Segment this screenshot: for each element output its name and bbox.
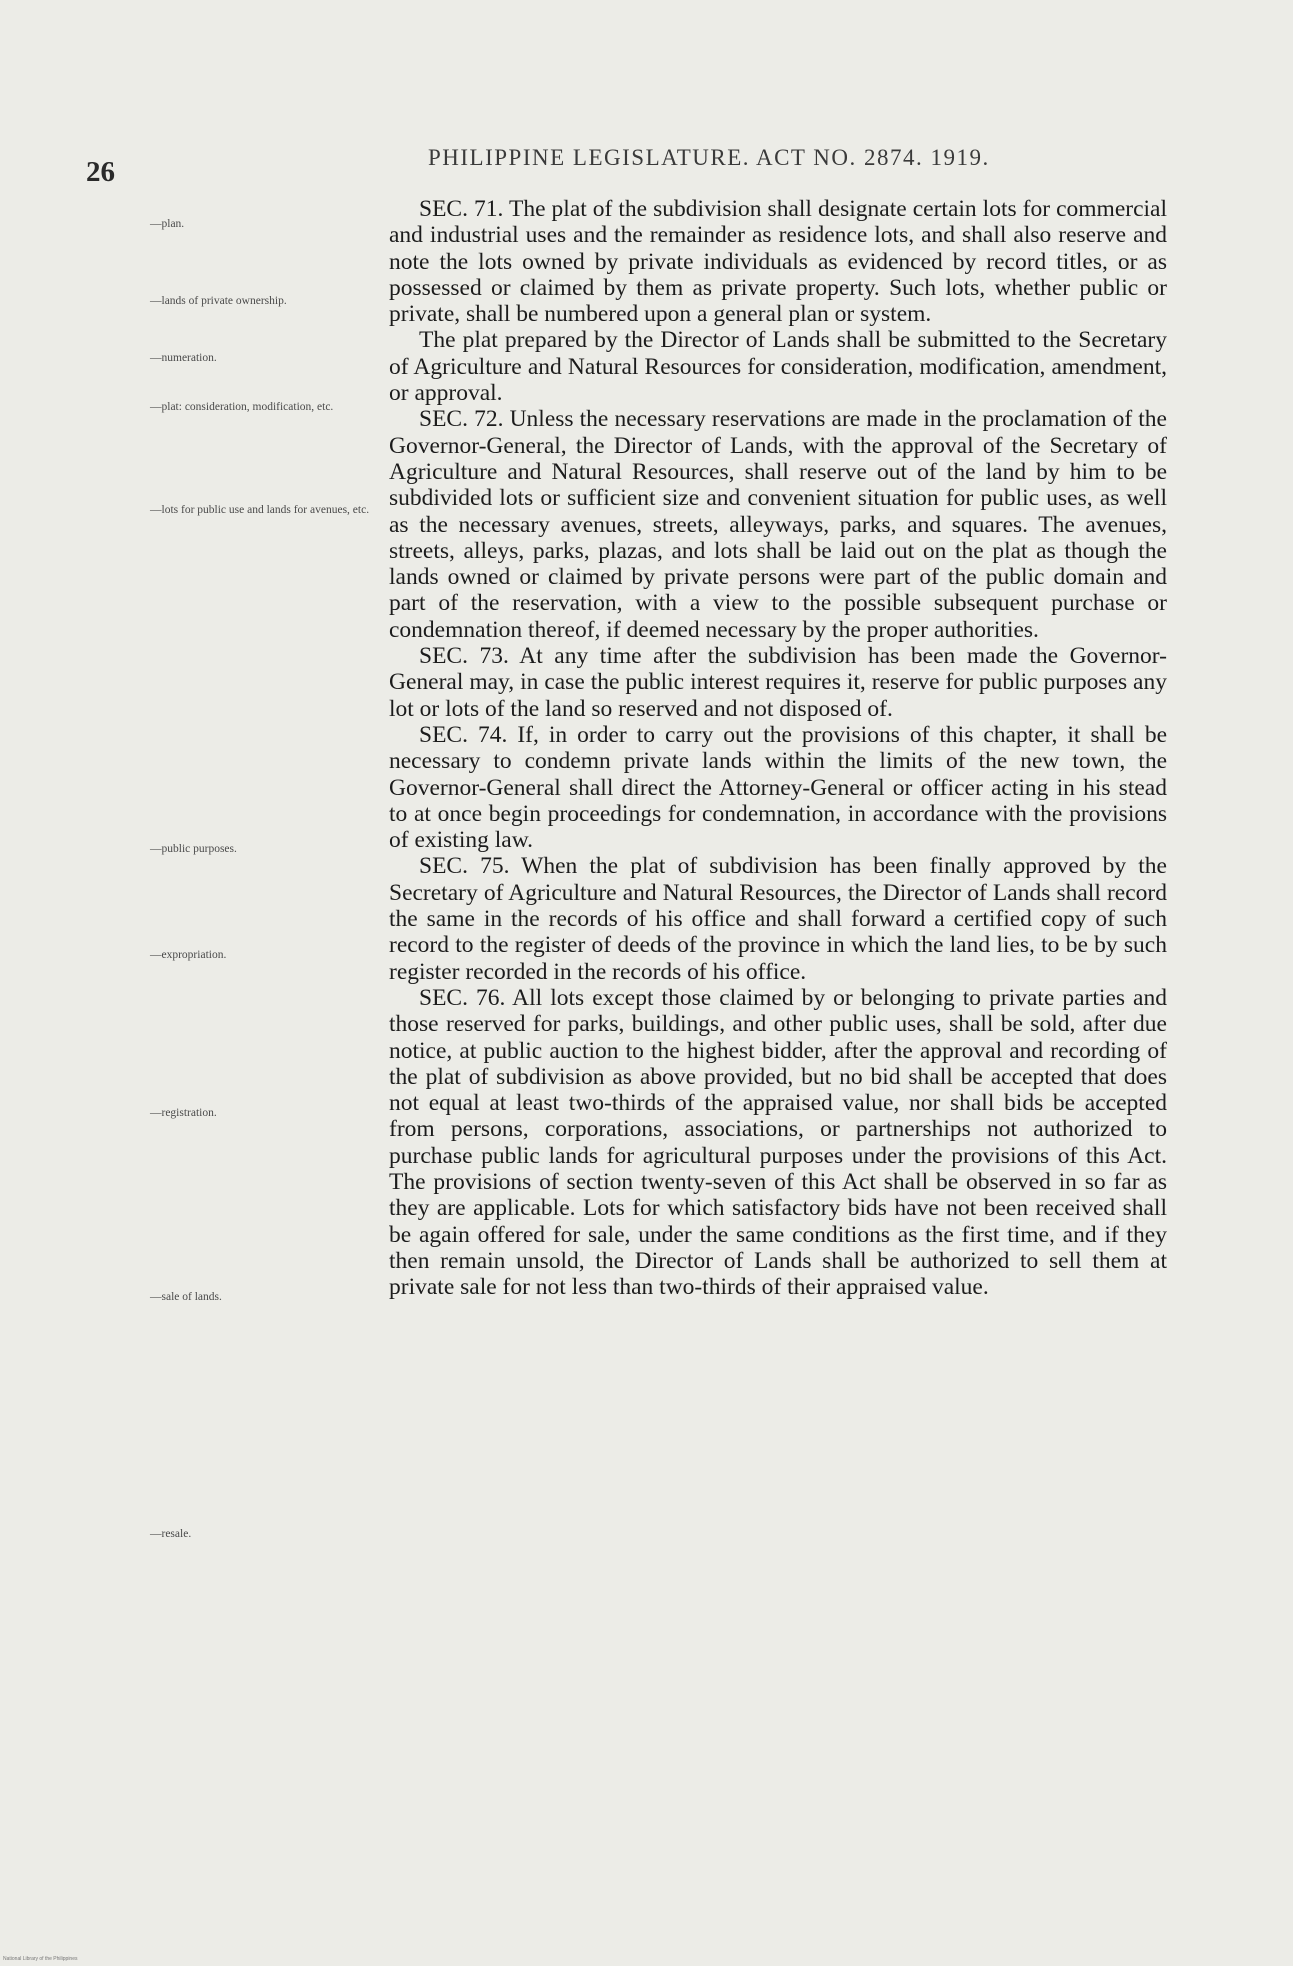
page-number: 26 [86,156,115,188]
section-label: SEC. 74. [419,721,508,748]
section-label: SEC. 71. [419,196,504,222]
paragraph-sec-71 [389,196,1167,327]
section-label: SEC. 75. [419,853,510,880]
body-text [389,196,1167,1300]
paragraph-sec-72 [389,406,1167,643]
paragraph-sec-73 [389,643,1167,722]
paragraph-text: All lots except those claimed by or belonging to private parties and those reserved for parks, buildings, and other public uses, shall be sold, after due notice, at public auction to the highest bidder, after the approval and recording of the plat of subdivision as above provided, but no bid shall be accepted that does not equal at least two-thirds of the appraised value, nor shall bids be accepted from persons, corporations, associations, or partnerships not authorized to purchase public lands for agricultural purposes under the provisions of this Act. The provisions of section twenty-seven of this Act shall be observed in so far as they are applicable. Lots for which satisfactory bids have not been received shall be again offered for sale, under the same conditions as the first time, and if they then remain unsold, the Director of Lands shall be authorized to sell them at private sale for not less than two-thirds of their appraised value. [389,984,1167,1301]
side-note-sale-of-lands: —sale of lands. [150,1291,222,1303]
side-note-resale: —resale. [150,1528,192,1540]
side-note-expropriation: —expropriation. [150,949,227,961]
paragraph-text: Unless the necessary reservations are made in the proclamation of the Governor-General, the Director of Lands, with the approval of the Secretary of Agriculture and Natural Resources, shall reserve out of the land by him to be subdivided lots or sufficient size and convenient situation for public uses, as well as the necessary avenues, streets, alleyways, parks, and squares. The avenues, streets, alleys, parks, plazas, and lots shall be laid out on the plat as though the lands owned or claimed by private persons were part of the public domain and part of the reservation, with a view to the possible subsequent purchase or condemnation thereof, if deemed necessary by the proper authorities. [389,406,1167,643]
side-note-plan: —plan. [150,218,185,230]
side-note-plat-consideration: —plat: consideration, modification, etc. [150,401,334,413]
side-note-registration: —registration. [150,1107,217,1119]
footer-credit: National Library of the Philippines [3,1956,78,1962]
side-note-lands-private-ownership: —lands of private ownership. [150,295,287,307]
side-note-lots-public-use: —lots for public use and lands for avenues, etc. [150,504,370,516]
section-label: SEC. 73. [419,643,509,670]
paragraph-text: If, in order to carry out the provisions of this chapter, it shall be necessary to condemn private lands within the limits of the new town, the Governor-General shall direct the Attorney-General or officer acting in his stead to at once begin proceedings for condemnation, in accordance with the provisions of existing law. [389,721,1168,854]
paragraph-text: The plat of the subdivision shall designate certain lots for commercial and industrial uses and the remainder as residence lots, and shall also reserve and note the lots owned by private individuals as evidenced by record titles, or as possessed or claimed by them as private property. Such lots, whether public or private, shall be numbered upon a general plan or system. [389,196,1167,328]
section-label: SEC. 72. [419,406,504,433]
paragraph-text: When the plat of subdivision has been finally approved by the Secretary of Agriculture and Natural Resources, the Director of Lands shall record the same in the records of his office and shall forward a certified copy of such record to the register of deeds of the province in which the land lies, to be by such register recorded in the records of his office. [389,853,1167,985]
side-note-public-purposes: —public purposes. [150,843,237,855]
running-head: PHILIPPINE LEGISLATURE. ACT NO. 2874. 1919. [428,145,990,170]
paragraph-plat [389,327,1167,406]
paragraph-text: The plat prepared by the Director of Lands shall be submitted to the Secretary of Agriculture and Natural Resources for consideration, modification, amendment, or approval. [389,327,1167,407]
paragraph-sec-76 [389,985,1167,1301]
section-label: SEC. 76. [419,984,506,1011]
paragraph-text: At any time after the subdivision has been made the Governor-General may, in case the public interest requires it, reserve for public purposes any lot or lots of the land so reserved and not disposed of. [389,643,1167,722]
paragraph-sec-74 [389,722,1167,853]
side-note-numeration: —numeration. [150,352,217,364]
paragraph-sec-75 [389,853,1167,984]
